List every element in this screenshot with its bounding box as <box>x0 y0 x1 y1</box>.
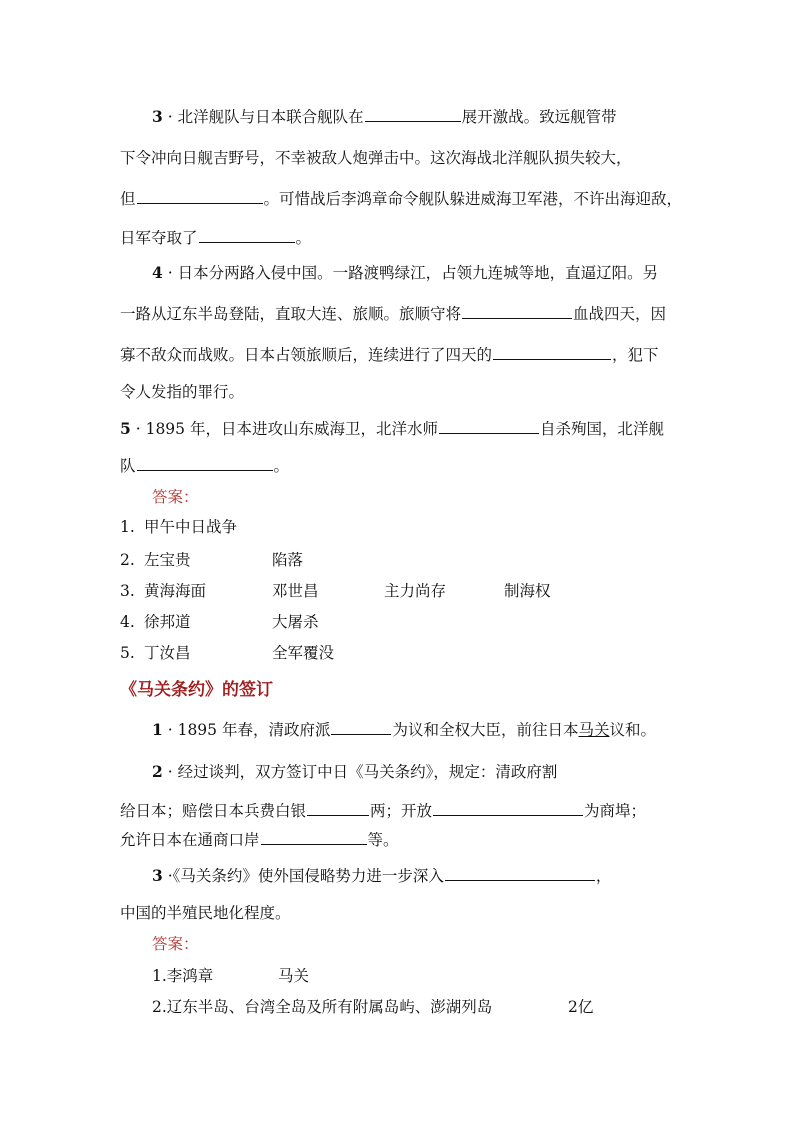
q3-blank-3[interactable] <box>199 228 295 243</box>
answer-cell: 丁汝昌 <box>144 644 191 662</box>
q3-text-5: 。可惜战后李鸿章命令舰队躲进威海卫军港，不许出海迎敌， <box>263 190 683 208</box>
q4-text-2: 一路从辽东半岛登陆，直取大连、旅顺。旅顺守将 <box>120 305 462 323</box>
answer-num: 5. <box>120 644 135 662</box>
answers-label: 答案： <box>152 488 199 506</box>
q5-text-4: 。 <box>273 457 290 475</box>
q5-blank-2[interactable] <box>137 456 273 471</box>
answer-cell: 徐邦道 <box>144 613 191 631</box>
answer-cell: 黄海海面 <box>144 582 207 600</box>
q3-text-2: 展开激战。致远舰管带 <box>461 108 617 126</box>
q4-line-3 <box>120 345 659 365</box>
s2-q2-line-1 <box>152 762 557 782</box>
s2-q2-text-6: 等。 <box>367 831 399 849</box>
q5-blank-1[interactable] <box>439 419 539 434</box>
q3-text-6: 日军夺取了 <box>120 229 198 247</box>
q4-text-3: 血战四天，因 <box>573 305 667 323</box>
s2-q2-text-2: 给日本；赔偿日本兵费白银 <box>120 802 307 820</box>
answer-row-3 <box>120 581 551 601</box>
q5-line-1 <box>120 419 664 439</box>
s2-q2-text-4: 为商埠； <box>584 802 647 820</box>
q4-text-4: 寡不敌众而战败。日本占领旅顺后，连续进行了四天的 <box>120 346 493 364</box>
s2-q2-number: 2 <box>152 762 163 781</box>
answer-cell: 邓世昌 <box>272 582 319 600</box>
q3-text-3: 下令冲向日舰吉野号，不幸被敌人炮弹击中。这次海战北洋舰队损失较大， <box>120 149 632 167</box>
s2-q3-text-2: ， <box>595 867 612 885</box>
answer-cell: 马关 <box>278 967 310 985</box>
q3-text-7: 。 <box>295 229 312 247</box>
answer-cell: 甲午中日战争 <box>144 518 238 536</box>
s2-q3-blank[interactable] <box>445 866 595 881</box>
q4-text: · 日本分两路入侵中国。一路渡鸭绿江，占领九连城等地，直逼辽阳。另 <box>167 264 659 282</box>
answer-row-2 <box>120 550 304 570</box>
q4-text-6: 令人发指的罪行。 <box>120 383 245 401</box>
answer-row-5 <box>120 643 335 663</box>
s2-q1-underlined-text: 马关 <box>578 721 610 739</box>
q3-line-1 <box>152 107 617 127</box>
answer2-row-1 <box>152 966 310 986</box>
s2-q2-blank-3[interactable] <box>261 830 367 845</box>
s2-q3-line-2 <box>120 903 291 923</box>
s2-q1-number: 1 <box>152 720 163 739</box>
q5-number: 5 <box>120 419 131 438</box>
s2-q2-blank-1[interactable] <box>307 801 369 816</box>
answer-cell: 陷落 <box>272 551 304 569</box>
s2-q1-blank[interactable] <box>331 720 391 735</box>
q4-blank-1[interactable] <box>462 304 572 319</box>
answer-cell: 主力尚存 <box>384 582 447 600</box>
s2-q2-text: · 经过谈判，双方签订中日《马关条约》，规定：清政府割 <box>167 763 558 781</box>
answer-num: 3. <box>120 582 135 600</box>
answer-cell: 制海权 <box>504 582 551 600</box>
s2-q2-line-2 <box>120 801 646 821</box>
q4-line-1 <box>152 263 658 283</box>
s2-q2-text-5: 允许日本在通商口岸 <box>120 831 260 849</box>
answer-num: 1. <box>120 518 135 536</box>
q5-text-2: 自杀殉国，北洋舰 <box>539 420 664 438</box>
answer-cell: 左宝贵 <box>144 551 191 569</box>
s2-q2-line-3 <box>120 830 399 850</box>
answer-row-4 <box>120 612 319 632</box>
s2-q1-text-3: 议和。 <box>609 721 657 739</box>
answer-cell: 1.李鸿章 <box>152 967 214 985</box>
s2-q3-number: 3 <box>152 866 163 885</box>
section-title: 《马关条约》的签订 <box>120 680 273 700</box>
q3-text: · 北洋舰队与日本联合舰队在 <box>167 108 364 126</box>
answer-num: 4. <box>120 613 135 631</box>
q3-line-4 <box>120 228 311 248</box>
q5-line-2 <box>120 456 289 476</box>
s2-q3-text: ·《马关条约》使外国侵略势力进一步深入 <box>167 867 444 885</box>
q4-blank-2[interactable] <box>493 345 611 360</box>
q4-line-2 <box>120 304 666 324</box>
q3-blank-1[interactable] <box>365 107 461 122</box>
answer-cell: 2.辽东半岛、台湾全岛及所有附属岛屿、澎湖列岛 <box>152 998 493 1016</box>
q4-text-5: ，犯下 <box>612 346 659 364</box>
s2-q1-text-2: 为议和全权大臣，前往日本 <box>392 721 579 739</box>
q3-number: 3 <box>152 107 163 126</box>
q4-line-4 <box>120 382 244 402</box>
q5-text-3: 队 <box>120 457 136 475</box>
q3-blank-2[interactable] <box>137 189 263 204</box>
s2-q2-text-3: 两；开放 <box>370 802 433 820</box>
answer-cell: 2亿 <box>568 998 594 1016</box>
s2-q1-line <box>152 720 656 740</box>
q3-text-4: 但 <box>120 190 136 208</box>
q3-line-2 <box>120 148 632 168</box>
q4-number: 4 <box>152 263 163 282</box>
answer-row-1 <box>120 517 238 537</box>
answer-cell: 全军覆没 <box>272 644 335 662</box>
s2-q1-text: · 1895 年春，清政府派 <box>167 721 331 739</box>
s2-q2-blank-2[interactable] <box>433 801 583 816</box>
answer-cell: 大屠杀 <box>272 613 319 631</box>
q3-line-3 <box>120 189 682 209</box>
s2-q3-text-3: 中国的半殖民地化程度。 <box>120 904 291 922</box>
q5-text: · 1895 年，日本进攻山东威海卫，北洋水师 <box>135 420 438 438</box>
s2-q3-line-1 <box>152 866 611 886</box>
answers-label-2: 答案： <box>152 935 199 953</box>
answer2-row-2 <box>152 997 594 1017</box>
answer-num: 2. <box>120 551 135 569</box>
